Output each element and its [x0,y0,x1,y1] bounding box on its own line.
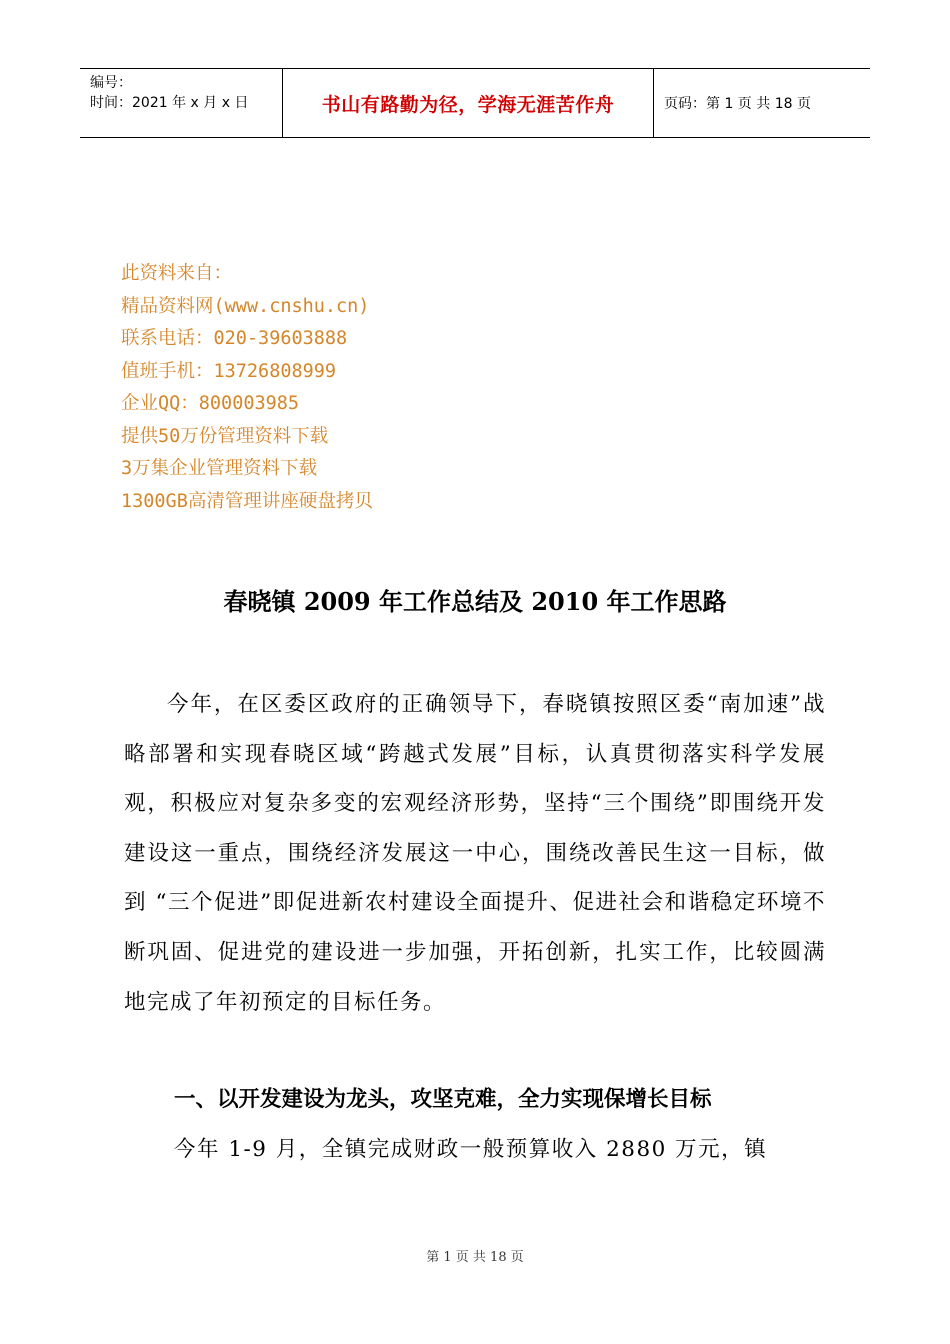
source-line: 提供50万份管理资料下载 [121,425,329,447]
intro-paragraph: 今年，在区委区政府的正确领导下，春晓镇按照区委“南加速”战略部署和实现春晓区域“跨越式发展”目标，认真贯彻落实科学发展观，积极应对复杂多变的宏观经济形势，坚持“三个围绕”即围绕开发建设这一重点，围绕经济发展这一中心，围绕改善民生这一目标，做到 “三个促进”即促进新农村建设全面提升、促进社会和谐稳定环境不断巩固、促进党的建设进一步加强，开拓创新，扎实工作，比较圆满地完成了年初预定的目标任务。 [124,692,826,1015]
section-body-text: 今年 1-9 月，全镇完成财政一般预算收入 2880 万元，镇 [174,1137,768,1162]
source-info-block [121,258,373,518]
page-footer: 第 1 页 共 18 页 [426,1250,524,1265]
source-line: 企业QQ：800003985 [121,393,300,414]
source-line: 此资料来自： [121,263,233,284]
document-header [80,68,870,138]
number-label: 编号： [90,75,132,91]
source-line: 联系电话：020-39603888 [121,328,348,349]
source-line: 3万集企业管理资料下载 [121,458,318,479]
header-meta-cell [80,69,283,137]
source-line: 值班手机：13726808999 [121,360,337,382]
header-motto: 书山有路勤为径，学海无涯苦作舟 [283,69,654,137]
source-line: 1300GB高清管理讲座硬盘拷贝 [121,490,373,512]
document-title: 春晓镇 2009 年工作总结及 2010 年工作思路 [223,587,727,616]
source-line: 精品资料网(www.cnshu.cn) [121,295,370,317]
section-heading: 一、以开发建设为龙头，攻坚克难，全力实现保增长目标 [174,1087,712,1112]
time-label: 时间：2021 年 x 月 x 日 [90,95,249,111]
header-page-label: 页码：第 1 页 共 18 页 [664,96,811,112]
